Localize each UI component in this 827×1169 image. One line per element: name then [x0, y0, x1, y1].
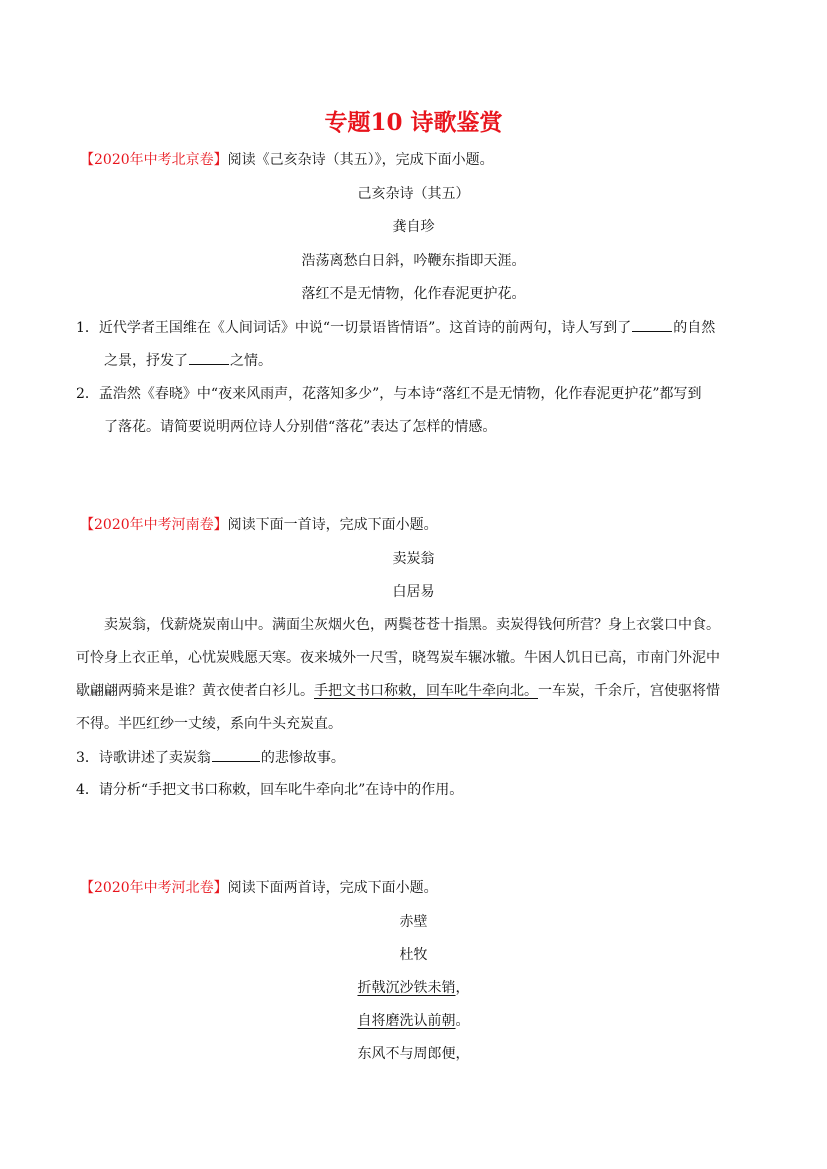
- poem-title: 赤壁: [399, 914, 428, 930]
- exam-source-label: 【2020年中考河南卷】: [80, 517, 228, 533]
- punctuation: ，: [455, 980, 470, 996]
- poem-line: [0, 1011, 827, 1031]
- question-text: 的悲惨故事。: [260, 750, 345, 766]
- answer-blank[interactable]: [632, 317, 672, 332]
- poem-paragraph: 不得。半匹红纱一丈绫，系向牛头充炭直。: [76, 716, 342, 732]
- poem-author: 白居易: [392, 584, 435, 600]
- poem-author: 杜牧: [399, 947, 428, 963]
- poem-line: [0, 978, 827, 998]
- poem-title: 卖炭翁: [392, 551, 435, 567]
- question-text: 之情。: [230, 353, 272, 369]
- poem-title: 己亥杂诗（其五）: [357, 186, 470, 202]
- poem-line: 落红不是无情物，化作春泥更护花。: [301, 286, 526, 302]
- question-text: 的自然: [673, 320, 716, 336]
- poem-text: 一车炭，千余斤，宫使驱将惜: [538, 683, 720, 699]
- underlined-line: 自将磨洗认前朝: [357, 1013, 456, 1029]
- poem-paragraph: 可怜身上衣正单，心忧炭贱愿天寒。夜来城外一尺雪，晓驾炭车辗冰辙。牛困人饥日已高，市南门外泥中: [76, 650, 720, 666]
- poem-paragraph: [76, 681, 720, 701]
- poem-line: 东风不与周郎便，: [357, 1046, 470, 1062]
- question-2: 2．孟浩然《春晓》中“夜来风雨声，花落知多少”，与本诗“落红不是无情物，化作春泥更护花”都写到: [76, 386, 702, 402]
- question-1: [76, 317, 715, 338]
- question-text: 之景，抒发了: [104, 353, 188, 369]
- question-text: 1．近代学者王国维在《人间词话》中说“一切景语皆情语”。这首诗的前两句，诗人写到了: [76, 320, 632, 336]
- intro-text: 阅读下面两首诗，完成下面小题。: [227, 880, 438, 896]
- intro-text: 阅读下面一首诗，完成下面小题。: [227, 517, 438, 533]
- underlined-line: 折戟沉沙铁未销: [357, 980, 456, 996]
- punctuation: 。: [455, 1013, 470, 1029]
- poem-line: 浩荡离愁白日斜，吟鞭东指即天涯。: [301, 253, 526, 269]
- answer-blank[interactable]: [212, 747, 260, 762]
- poem-text: 歇翩翩两骑来是谁？黄衣使者白衫儿。: [76, 683, 314, 699]
- poem-paragraph: 卖炭翁，伐薪烧炭南山中。满面尘灰烟火色，两鬓苍苍十指黑。卖炭得钱何所营？身上衣裳口中食。: [104, 617, 720, 633]
- question-intro-beijing: [80, 150, 494, 170]
- question-3: [76, 747, 345, 768]
- question-1-cont: [104, 350, 272, 371]
- exam-source-label: 【2020年中考北京卷】: [80, 152, 228, 168]
- poem-author: 龚自珍: [392, 219, 435, 235]
- question-2-cont: 了落花。请简要说明两位诗人分别借“落花”表达了怎样的情感。: [104, 419, 497, 435]
- exam-source-label: 【2020年中考河北卷】: [80, 880, 228, 896]
- underlined-line: 手把文书口称敕，回车叱牛牵向北。: [314, 683, 538, 699]
- question-4: 4．请分析“手把文书口称敕，回车叱牛牵向北”在诗中的作用。: [76, 782, 464, 798]
- question-text: 3．诗歌讲述了卖炭翁: [76, 750, 211, 766]
- question-intro-hebei: [80, 878, 438, 898]
- question-intro-henan: [80, 515, 438, 535]
- page-title: 专题10 诗歌鉴赏: [324, 109, 503, 136]
- answer-blank[interactable]: [189, 350, 229, 365]
- intro-text: 阅读《己亥杂诗（其五）》，完成下面小题。: [227, 152, 494, 168]
